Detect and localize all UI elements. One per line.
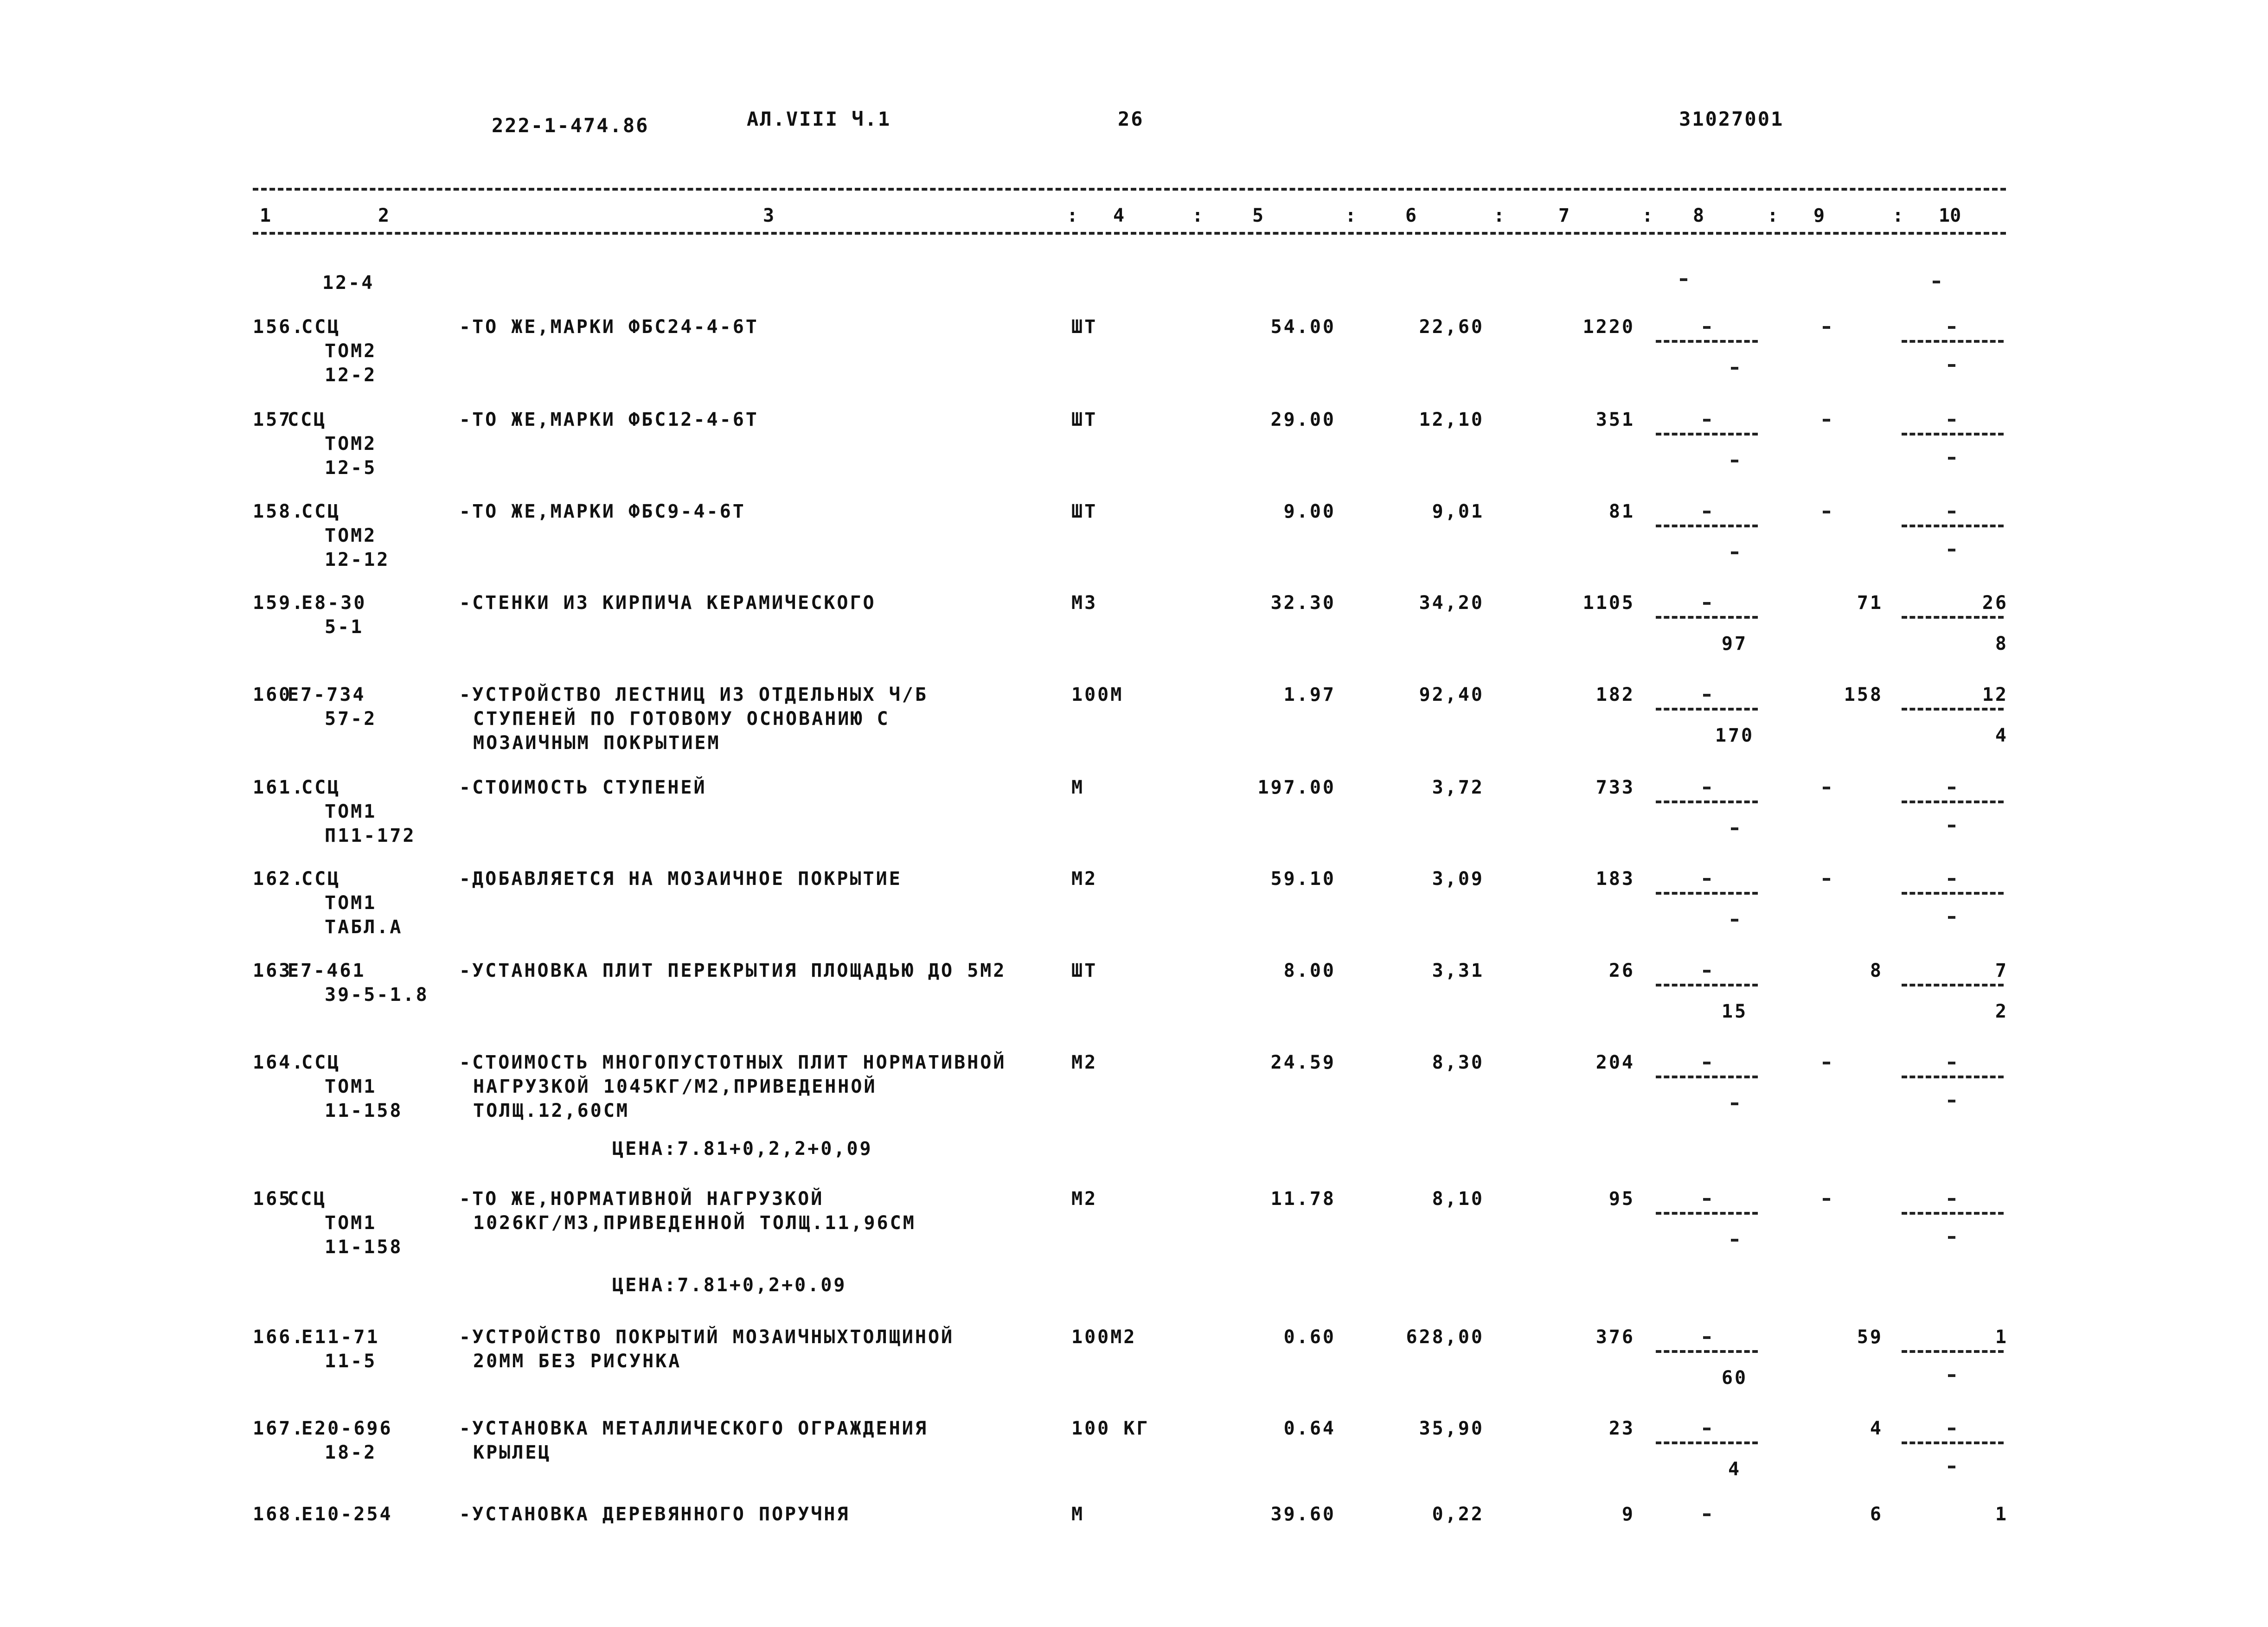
col8-bottom: 170 bbox=[1715, 725, 1755, 746]
quantity-cell: 32.30 bbox=[1270, 592, 1336, 614]
column-number: 8 bbox=[1693, 205, 1704, 226]
work-description: -УСТРОЙСТВО ПОКРЫТИЙ МОЗАИЧНЫХТОЛЩИНОЙ bbox=[459, 1326, 955, 1348]
col10-top-dash bbox=[1948, 1062, 1955, 1064]
quantity-cell: 197.00 bbox=[1257, 777, 1336, 798]
col8-fraction-line bbox=[1656, 984, 1758, 986]
col8-top-dash bbox=[1703, 419, 1711, 422]
quantity-cell: 39.60 bbox=[1270, 1504, 1336, 1525]
col10-top-dash bbox=[1948, 326, 1955, 329]
norm-code: 5-1 bbox=[325, 616, 364, 638]
col9-dash bbox=[1823, 878, 1830, 881]
col10-fraction-line bbox=[1902, 801, 2004, 803]
unit-price-cell: 3,31 bbox=[1432, 960, 1484, 981]
unit-price-cell: 12,10 bbox=[1419, 409, 1484, 430]
column-separator: : bbox=[1345, 205, 1357, 226]
work-description: 1026КГ/М3,ПРИВЕДЕННОЙ ТОЛЩ.11,96СМ bbox=[473, 1212, 916, 1234]
work-description: КРЫЛЕЦ bbox=[473, 1442, 551, 1463]
col8-top-dash bbox=[1703, 1428, 1711, 1430]
norm-code: Е7-461 bbox=[288, 960, 366, 981]
document-code: 222-1-474.86 bbox=[492, 114, 649, 137]
norm-code: ССЦ bbox=[288, 409, 327, 430]
col10-bottom-dash bbox=[1948, 457, 1955, 460]
work-description: -УСТАНОВКА ПЛИТ ПЕРЕКРЫТИЯ ПЛОЩАДЬЮ ДО 5М2 bbox=[459, 960, 1006, 981]
norm-code: Е10-254 bbox=[301, 1504, 393, 1525]
row-number: 165 bbox=[253, 1188, 292, 1210]
total-cost-cell: 351 bbox=[1595, 409, 1635, 430]
norm-code: ССЦ bbox=[301, 868, 341, 890]
norm-code: ТОМ1 bbox=[325, 892, 377, 914]
col8-bottom: 97 bbox=[1721, 633, 1748, 654]
col10-top: 1 bbox=[1995, 1326, 2008, 1348]
column-separator: : bbox=[1767, 205, 1779, 226]
col10-fraction-line bbox=[1902, 708, 2004, 711]
work-description: -УСТАНОВКА ДЕРЕВЯННОГО ПОРУЧНЯ bbox=[459, 1504, 850, 1525]
col8-top-dash bbox=[1703, 1336, 1711, 1339]
col8-fraction-line bbox=[1656, 1441, 1758, 1444]
album-label: АЛ.VIII Ч.1 bbox=[747, 108, 891, 130]
norm-code: 11-158 bbox=[325, 1236, 403, 1258]
col10-bottom-dash bbox=[1948, 549, 1955, 551]
column-number: 3 bbox=[763, 205, 775, 226]
unit-price-cell: 92,40 bbox=[1419, 684, 1484, 705]
row-number: 158. bbox=[253, 501, 305, 522]
quantity-cell: 8.00 bbox=[1283, 960, 1336, 981]
work-description: -СТЕНКИ ИЗ КИРПИЧА КЕРАМИЧЕСКОГО bbox=[459, 592, 876, 614]
work-description: -СТОИМОСТЬ МНОГОПУСТОТНЫХ ПЛИТ НОРМАТИВНОЙ bbox=[459, 1052, 1006, 1073]
norm-code: Е11-71 bbox=[301, 1326, 380, 1348]
work-description: -ДОБАВЛЯЕТСЯ НА МОЗАИЧНОЕ ПОКРЫТИЕ bbox=[459, 868, 902, 890]
total-cost-cell: 26 bbox=[1608, 960, 1635, 981]
col10-fraction-line bbox=[1902, 1212, 2004, 1215]
norm-code: Е20-696 bbox=[301, 1418, 393, 1439]
col9-cell: 8 bbox=[1870, 960, 1883, 981]
col10-top: 1 bbox=[1995, 1504, 2008, 1525]
header-rule-bottom bbox=[253, 232, 2006, 235]
col10-top-dash bbox=[1948, 878, 1955, 881]
col10-top: 26 bbox=[1982, 592, 2008, 614]
col8-top-dash bbox=[1703, 1062, 1711, 1064]
work-description: ТОЛЩ.12,60СМ bbox=[473, 1100, 629, 1121]
norm-code: ТОМ2 bbox=[325, 525, 377, 546]
col8-bottom: 60 bbox=[1721, 1367, 1748, 1389]
unit-cell: М2 bbox=[1071, 1188, 1098, 1210]
quantity-cell: 24.59 bbox=[1270, 1052, 1336, 1073]
unit-price-cell: 22,60 bbox=[1419, 316, 1484, 338]
norm-code: 39-5-1.8 bbox=[325, 984, 429, 1006]
total-cost-cell: 1220 bbox=[1582, 316, 1635, 338]
total-cost-cell: 95 bbox=[1608, 1188, 1635, 1210]
work-description: 20ММ БЕЗ РИСУНКА bbox=[473, 1351, 682, 1372]
norm-code: ТАБЛ.А bbox=[325, 916, 403, 938]
unit-cell: М2 bbox=[1071, 868, 1098, 890]
total-cost-cell: 376 bbox=[1595, 1326, 1635, 1348]
col10-bottom: 8 bbox=[1995, 633, 2008, 654]
continuation-code: 12-4 bbox=[322, 272, 375, 294]
norm-code: ССЦ bbox=[301, 316, 341, 338]
norm-code: ТОМ2 bbox=[325, 340, 377, 362]
col8-top-dash bbox=[1703, 694, 1711, 697]
continuation-col10-dash bbox=[1933, 281, 1940, 283]
norm-code: ССЦ bbox=[301, 777, 341, 798]
work-description: СТУПЕНЕЙ ПО ГОТОВОМУ ОСНОВАНИЮ С bbox=[473, 708, 890, 730]
work-description: -УСТАНОВКА МЕТАЛЛИЧЕСКОГО ОГРАЖДЕНИЯ bbox=[459, 1418, 928, 1439]
col10-top-dash bbox=[1948, 419, 1955, 422]
col8-fraction-line bbox=[1656, 433, 1758, 436]
norm-code: 11-158 bbox=[325, 1100, 403, 1121]
row-number: 159. bbox=[253, 592, 305, 614]
unit-price-cell: 34,20 bbox=[1419, 592, 1484, 614]
unit-cell: 100М bbox=[1071, 684, 1124, 705]
col9-dash bbox=[1823, 1062, 1830, 1064]
price-note: ЦЕНА:7.81+0,2,2+0,09 bbox=[612, 1138, 873, 1159]
norm-code: ССЦ bbox=[288, 1188, 327, 1210]
norm-code: ТОМ2 bbox=[325, 433, 377, 455]
work-description: -ТО ЖЕ,МАРКИ ФБС24-4-6Т bbox=[459, 316, 759, 338]
col10-bottom: 4 bbox=[1995, 725, 2008, 746]
col10-fraction-line bbox=[1902, 892, 2004, 895]
col8-bottom: 4 bbox=[1728, 1459, 1742, 1480]
row-number: 160 bbox=[253, 684, 292, 705]
col10-fraction-line bbox=[1902, 1350, 2004, 1353]
column-separator: : bbox=[1892, 205, 1904, 226]
col10-fraction-line bbox=[1902, 525, 2004, 527]
col9-cell: 59 bbox=[1857, 1326, 1883, 1348]
col8-top-dash bbox=[1703, 1513, 1711, 1516]
row-number: 162. bbox=[253, 868, 305, 890]
norm-code: П11-172 bbox=[325, 825, 416, 846]
unit-price-cell: 8,30 bbox=[1432, 1052, 1484, 1073]
quantity-cell: 59.10 bbox=[1270, 868, 1336, 890]
work-description: -ТО ЖЕ,НОРМАТИВНОЙ НАГРУЗКОЙ bbox=[459, 1188, 824, 1210]
norm-code: 12-5 bbox=[325, 457, 377, 479]
col10-top: 12 bbox=[1982, 684, 2008, 705]
col8-bottom: 15 bbox=[1721, 1001, 1748, 1022]
column-number: 7 bbox=[1558, 205, 1570, 226]
col10-fraction-line bbox=[1902, 433, 2004, 436]
unit-cell: М bbox=[1071, 1504, 1085, 1525]
row-number: 164. bbox=[253, 1052, 305, 1073]
column-number: 1 bbox=[260, 205, 271, 226]
quantity-cell: 29.00 bbox=[1270, 409, 1336, 430]
column-separator: : bbox=[1067, 205, 1078, 226]
column-number: 9 bbox=[1813, 205, 1825, 226]
col8-top-dash bbox=[1703, 511, 1711, 513]
work-description: МОЗАИЧНЫМ ПОКРЫТИЕМ bbox=[473, 732, 721, 754]
col8-fraction-line bbox=[1656, 892, 1758, 895]
col10-bottom-dash bbox=[1948, 1236, 1955, 1239]
col9-cell: 71 bbox=[1857, 592, 1883, 614]
row-number: 163 bbox=[253, 960, 292, 981]
work-description: -СТОИМОСТЬ СТУПЕНЕЙ bbox=[459, 777, 707, 798]
unit-cell: М2 bbox=[1071, 1052, 1098, 1073]
col10-top-dash bbox=[1948, 1198, 1955, 1201]
unit-cell: ШТ bbox=[1071, 316, 1098, 338]
col8-top-dash bbox=[1703, 787, 1711, 789]
norm-code: ССЦ bbox=[301, 1052, 341, 1073]
col10-top: 7 bbox=[1995, 960, 2008, 981]
col10-fraction-line bbox=[1902, 340, 2004, 343]
continuation-col8-dash bbox=[1680, 278, 1687, 281]
norm-code: 12-2 bbox=[325, 365, 377, 386]
row-number: 157 bbox=[253, 409, 292, 430]
column-number: 10 bbox=[1939, 205, 1961, 226]
quantity-cell: 11.78 bbox=[1270, 1188, 1336, 1210]
col8-fraction-line bbox=[1656, 525, 1758, 527]
col8-top-dash bbox=[1703, 602, 1711, 605]
col9-dash bbox=[1823, 787, 1830, 789]
col10-bottom-dash bbox=[1948, 1466, 1955, 1468]
col10-fraction-line bbox=[1902, 1441, 2004, 1444]
quantity-cell: 54.00 bbox=[1270, 316, 1336, 338]
col8-fraction-line bbox=[1656, 1350, 1758, 1353]
page-number: 26 bbox=[1118, 108, 1144, 130]
col8-bottom-dash bbox=[1731, 827, 1738, 830]
col8-bottom-dash bbox=[1731, 460, 1738, 462]
norm-code: ТОМ1 bbox=[325, 801, 377, 822]
total-cost-cell: 183 bbox=[1595, 868, 1635, 890]
col8-fraction-line bbox=[1656, 1212, 1758, 1215]
work-description: -ТО ЖЕ,МАРКИ ФБС9-4-6Т bbox=[459, 501, 746, 522]
col9-dash bbox=[1823, 326, 1830, 329]
norm-code: ТОМ1 bbox=[325, 1212, 377, 1234]
col9-dash bbox=[1823, 419, 1830, 422]
unit-cell: 100 КГ bbox=[1071, 1418, 1150, 1439]
col8-top-dash bbox=[1703, 1198, 1711, 1201]
header-rule-top bbox=[253, 188, 2006, 191]
col8-fraction-line bbox=[1656, 616, 1758, 619]
col8-fraction-line bbox=[1656, 340, 1758, 343]
total-cost-cell: 182 bbox=[1595, 684, 1635, 705]
col8-fraction-line bbox=[1656, 1076, 1758, 1078]
total-cost-cell: 81 bbox=[1608, 501, 1635, 522]
col10-fraction-line bbox=[1902, 1076, 2004, 1078]
col8-bottom-dash bbox=[1731, 367, 1738, 370]
column-separator: : bbox=[1192, 205, 1204, 226]
row-number: 156. bbox=[253, 316, 305, 338]
norm-code: 12-12 bbox=[325, 549, 390, 570]
col10-bottom-dash bbox=[1948, 916, 1955, 919]
row-number: 167. bbox=[253, 1418, 305, 1439]
col8-bottom-dash bbox=[1731, 919, 1738, 922]
price-note: ЦЕНА:7.81+0,2+0.09 bbox=[612, 1275, 847, 1296]
unit-price-cell: 9,01 bbox=[1432, 501, 1484, 522]
col9-cell: 158 bbox=[1844, 684, 1883, 705]
unit-price-cell: 35,90 bbox=[1419, 1418, 1484, 1439]
col10-fraction-line bbox=[1902, 616, 2004, 619]
unit-price-cell: 628,00 bbox=[1406, 1326, 1484, 1348]
column-separator: : bbox=[1493, 205, 1505, 226]
quantity-cell: 0.64 bbox=[1283, 1418, 1336, 1439]
col10-bottom-dash bbox=[1948, 825, 1955, 827]
row-number: 168. bbox=[253, 1504, 305, 1525]
col10-top-dash bbox=[1948, 787, 1955, 789]
col8-bottom-dash bbox=[1731, 1239, 1738, 1242]
column-separator: : bbox=[1642, 205, 1653, 226]
col10-bottom-dash bbox=[1948, 1374, 1955, 1377]
column-number: 6 bbox=[1405, 205, 1417, 226]
quantity-cell: 9.00 bbox=[1283, 501, 1336, 522]
unit-price-cell: 0,22 bbox=[1432, 1504, 1484, 1525]
row-number: 161. bbox=[253, 777, 305, 798]
col9-cell: 4 bbox=[1870, 1418, 1883, 1439]
work-description: НАГРУЗКОЙ 1045КГ/М2,ПРИВЕДЕННОЙ bbox=[473, 1076, 877, 1097]
norm-code: ССЦ bbox=[301, 501, 341, 522]
norm-code: 11-5 bbox=[325, 1351, 377, 1372]
norm-code: Е8-30 bbox=[301, 592, 367, 614]
col8-bottom-dash bbox=[1731, 1102, 1738, 1105]
norm-code: 57-2 bbox=[325, 708, 377, 730]
total-cost-cell: 23 bbox=[1608, 1418, 1635, 1439]
col9-dash bbox=[1823, 511, 1830, 513]
total-cost-cell: 9 bbox=[1621, 1504, 1635, 1525]
col8-top-dash bbox=[1703, 878, 1711, 881]
col10-fraction-line bbox=[1902, 984, 2004, 986]
unit-price-cell: 3,09 bbox=[1432, 868, 1484, 890]
total-cost-cell: 204 bbox=[1595, 1052, 1635, 1073]
unit-cell: М bbox=[1071, 777, 1085, 798]
document-number: 31027001 bbox=[1679, 108, 1784, 130]
col8-top-dash bbox=[1703, 970, 1711, 973]
column-number: 4 bbox=[1113, 205, 1125, 226]
col8-fraction-line bbox=[1656, 801, 1758, 803]
col9-dash bbox=[1823, 1198, 1830, 1201]
col10-bottom-dash bbox=[1948, 364, 1955, 367]
unit-price-cell: 8,10 bbox=[1432, 1188, 1484, 1210]
total-cost-cell: 733 bbox=[1595, 777, 1635, 798]
quantity-cell: 0.60 bbox=[1283, 1326, 1336, 1348]
norm-code: ТОМ1 bbox=[325, 1076, 377, 1097]
col8-fraction-line bbox=[1656, 708, 1758, 711]
col8-top-dash bbox=[1703, 326, 1711, 329]
unit-cell: ШТ bbox=[1071, 501, 1098, 522]
column-number: 2 bbox=[378, 205, 390, 226]
work-description: -ТО ЖЕ,МАРКИ ФБС12-4-6Т bbox=[459, 409, 759, 430]
norm-code: Е7-734 bbox=[288, 684, 366, 705]
col10-bottom-dash bbox=[1948, 1100, 1955, 1102]
col9-cell: 6 bbox=[1870, 1504, 1883, 1525]
norm-code: 18-2 bbox=[325, 1442, 377, 1463]
unit-cell: М3 bbox=[1071, 592, 1098, 614]
col10-bottom: 2 bbox=[1995, 1001, 2008, 1022]
col10-top-dash bbox=[1948, 1428, 1955, 1430]
row-number: 166. bbox=[253, 1326, 305, 1348]
col8-bottom-dash bbox=[1731, 551, 1738, 554]
unit-price-cell: 3,72 bbox=[1432, 777, 1484, 798]
column-number: 5 bbox=[1252, 205, 1264, 226]
unit-cell: ШТ bbox=[1071, 409, 1098, 430]
quantity-cell: 1.97 bbox=[1283, 684, 1336, 705]
col10-top-dash bbox=[1948, 511, 1955, 513]
total-cost-cell: 1105 bbox=[1582, 592, 1635, 614]
work-description: -УСТРОЙСТВО ЛЕСТНИЦ ИЗ ОТДЕЛЬНЫХ Ч/Б bbox=[459, 684, 928, 705]
unit-cell: ШТ bbox=[1071, 960, 1098, 981]
unit-cell: 100М2 bbox=[1071, 1326, 1137, 1348]
